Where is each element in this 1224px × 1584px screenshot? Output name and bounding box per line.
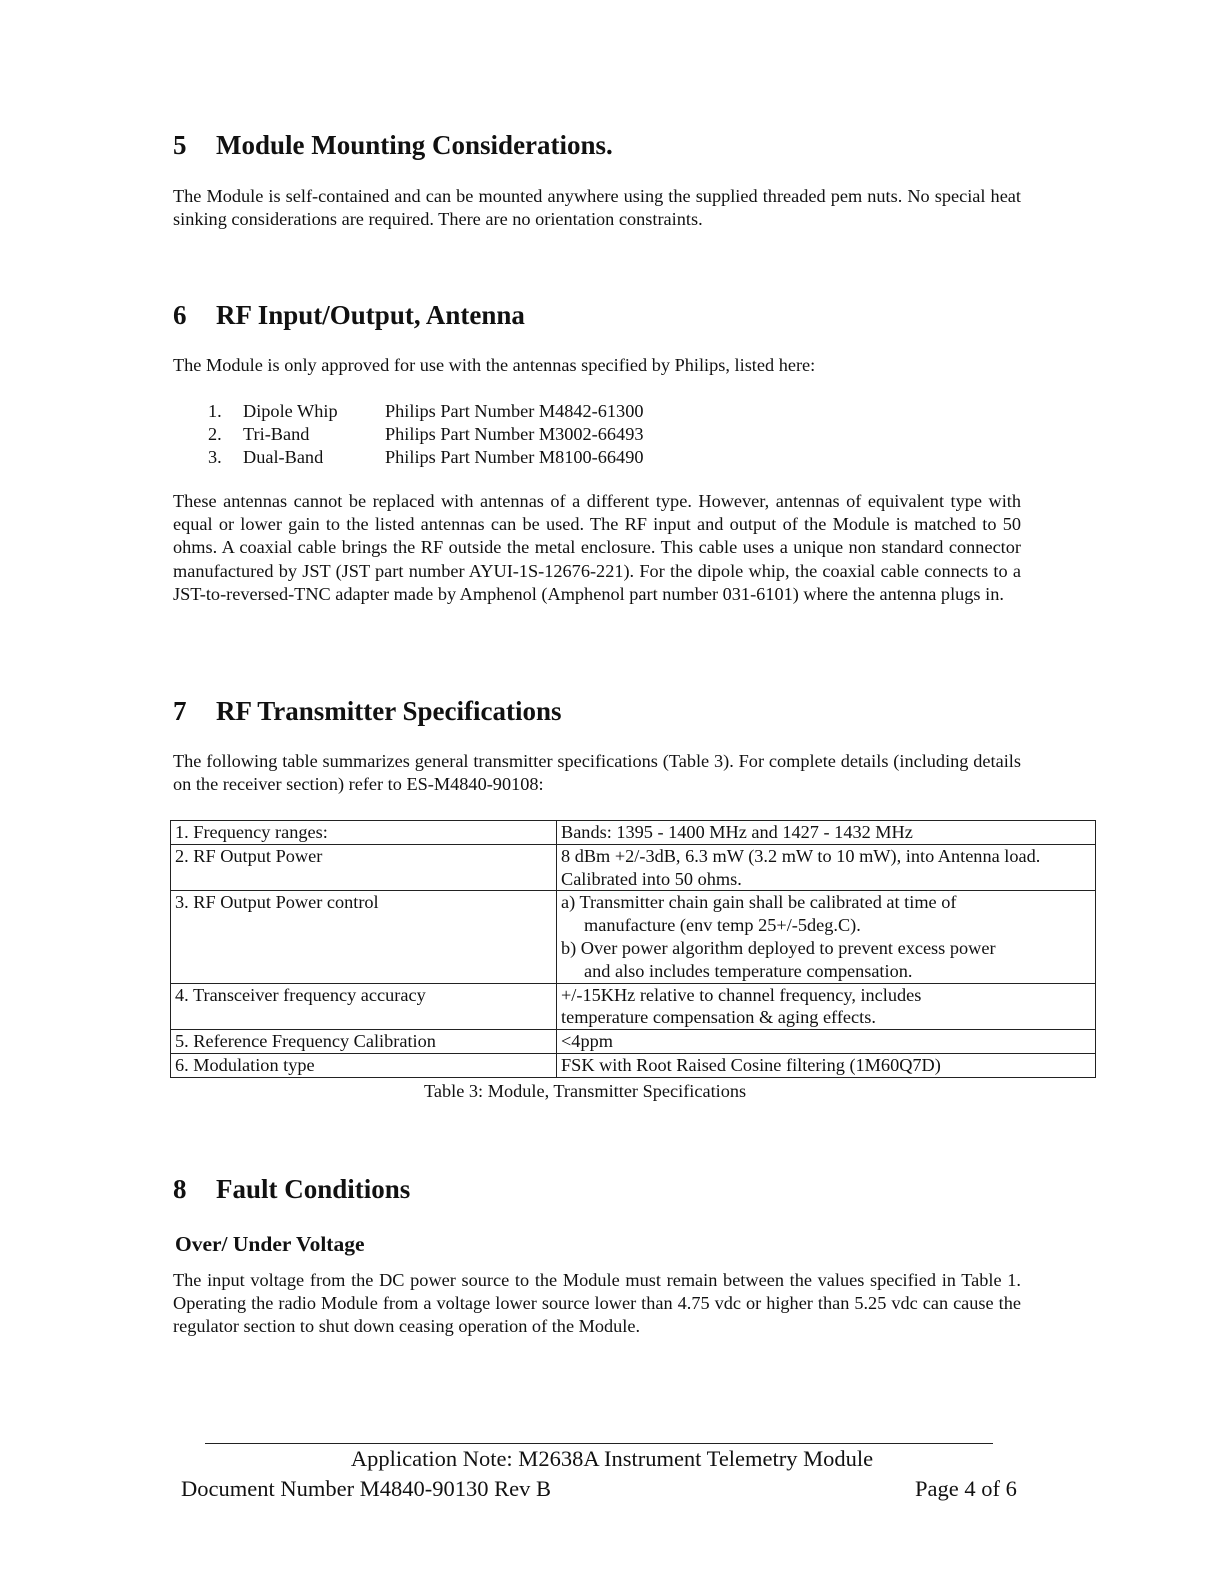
- table-row: [171, 891, 1096, 983]
- antenna-part: Philips Part Number M3002-66493: [385, 424, 644, 445]
- cell-line: and also includes temperature compensation.: [584, 960, 913, 981]
- table-row: [171, 1030, 1096, 1054]
- list-index: 1.: [208, 401, 222, 421]
- table-cell-value: [557, 983, 1096, 1030]
- table-caption: Table 3: Module, Transmitter Specifications: [424, 1081, 747, 1101]
- list-item: [208, 423, 643, 446]
- table-row: [171, 844, 1096, 891]
- section-6-body: These antennas cannot be replaced with antennas of a different type. However, antennas of equivalent type with equal or lower gain to the listed antennas can be used. The RF input and output of the Module is matched to 50 ohms. A coaxial cable brings the RF outside the metal enclosure. This cable uses a unique non standard connector manufactured by JST (JST part number AYUI-1S-12676-221). For the dipole whip, the coaxial cable connects to a JST-to-reversed-TNC adapter made by Amphenol (Amphenol part number 031-6101) where the antenna plugs in.: [173, 491, 1021, 604]
- table-row: [171, 983, 1096, 1030]
- section-7-heading: [173, 696, 561, 727]
- cell-line: 8 dBm +2/-3dB, 6.3 mW (3.2 mW to 10 mW), into Antenna load.: [561, 845, 1041, 866]
- table-cell-value: [557, 891, 1096, 983]
- table-cell-param: 6. Modulation type: [171, 1053, 557, 1077]
- footer-title: Application Note: M2638A Instrument Telemetry Module: [350, 1446, 874, 1471]
- table-row: [171, 1053, 1096, 1077]
- section-title: RF Transmitter Specifications: [216, 696, 562, 726]
- antenna-list: [208, 400, 643, 470]
- table-cell-value: FSK with Root Raised Cosine filtering (1M60Q7D): [557, 1053, 1096, 1077]
- transmitter-spec-table: [170, 820, 1096, 1078]
- list-index: 3.: [208, 447, 222, 468]
- section-7-intro: The following table summarizes general transmitter specifications (Table 3). For complete details (including details on the receiver section) refer to ES-M4840-90108:: [173, 751, 1021, 795]
- cell-line: a) Transmitter chain gain shall be calibrated at time of: [561, 892, 957, 913]
- table-cell-value: <4ppm: [557, 1030, 1096, 1054]
- table-row: [171, 821, 1096, 845]
- section-title: Module Mounting Considerations.: [216, 130, 613, 160]
- section-number: 6: [173, 300, 187, 330]
- table-cell-param: 1. Frequency ranges:: [171, 821, 557, 845]
- footer-document-number: Document Number M4840-90130 Rev B: [181, 1476, 551, 1501]
- subsection-heading: Over/ Under Voltage: [175, 1232, 365, 1256]
- list-index: 2.: [208, 424, 222, 445]
- section-number: 7: [173, 696, 187, 726]
- section-5-heading: [173, 130, 613, 161]
- cell-line: manufacture (env temp 25+/-5deg.C).: [584, 915, 861, 936]
- footer-page-number: Page 4 of 6: [915, 1476, 1017, 1501]
- antenna-name: Dual-Band: [243, 447, 324, 468]
- table-cell-value: [557, 844, 1096, 891]
- table-cell-param: 4. Transceiver frequency accuracy: [171, 983, 557, 1030]
- table-cell-param: 5. Reference Frequency Calibration: [171, 1030, 557, 1054]
- section-number: 5: [173, 130, 187, 160]
- footer-divider: [205, 1443, 993, 1444]
- section-number: 8: [173, 1174, 187, 1204]
- section-8-body: The input voltage from the DC power source to the Module must remain between the values specified in Table 1. Operating the radio Module from a voltage lower source lower than 4.75 vdc or higher than 5.25 vdc can cause the regulator section to shut down ceasing operation of the Module.: [173, 1270, 1021, 1337]
- antenna-name: Dipole Whip: [243, 401, 338, 421]
- antenna-part: Philips Part Number M8100-66490: [385, 447, 644, 468]
- cell-line: Calibrated into 50 ohms.: [561, 868, 742, 889]
- table-cell-param: 2. RF Output Power: [171, 844, 557, 891]
- section-title: Fault Conditions: [216, 1174, 411, 1204]
- antenna-part: Philips Part Number M4842-61300: [385, 401, 644, 421]
- section-6-intro: The Module is only approved for use with the antennas specified by Philips, listed here:: [173, 355, 816, 375]
- section-8-heading: [173, 1174, 410, 1205]
- antenna-name: Tri-Band: [243, 424, 310, 445]
- cell-line: temperature compensation & aging effects.: [561, 1007, 876, 1028]
- section-title: RF Input/Output, Antenna: [216, 300, 525, 330]
- table-cell-param: 3. RF Output Power control: [171, 891, 557, 983]
- table-cell-value: Bands: 1395 - 1400 MHz and 1427 - 1432 MHz: [557, 821, 1096, 845]
- cell-line: b) Over power algorithm deployed to prevent excess power: [561, 937, 996, 958]
- section-6-heading: [173, 300, 525, 331]
- list-item: [208, 446, 643, 469]
- cell-line: +/-15KHz relative to channel frequency, includes: [561, 984, 922, 1005]
- list-item: [208, 400, 643, 423]
- section-5-body: The Module is self-contained and can be mounted anywhere using the supplied threaded pem nuts. No special heat sinking considerations are required. There are no orientation constraints.: [173, 186, 1021, 230]
